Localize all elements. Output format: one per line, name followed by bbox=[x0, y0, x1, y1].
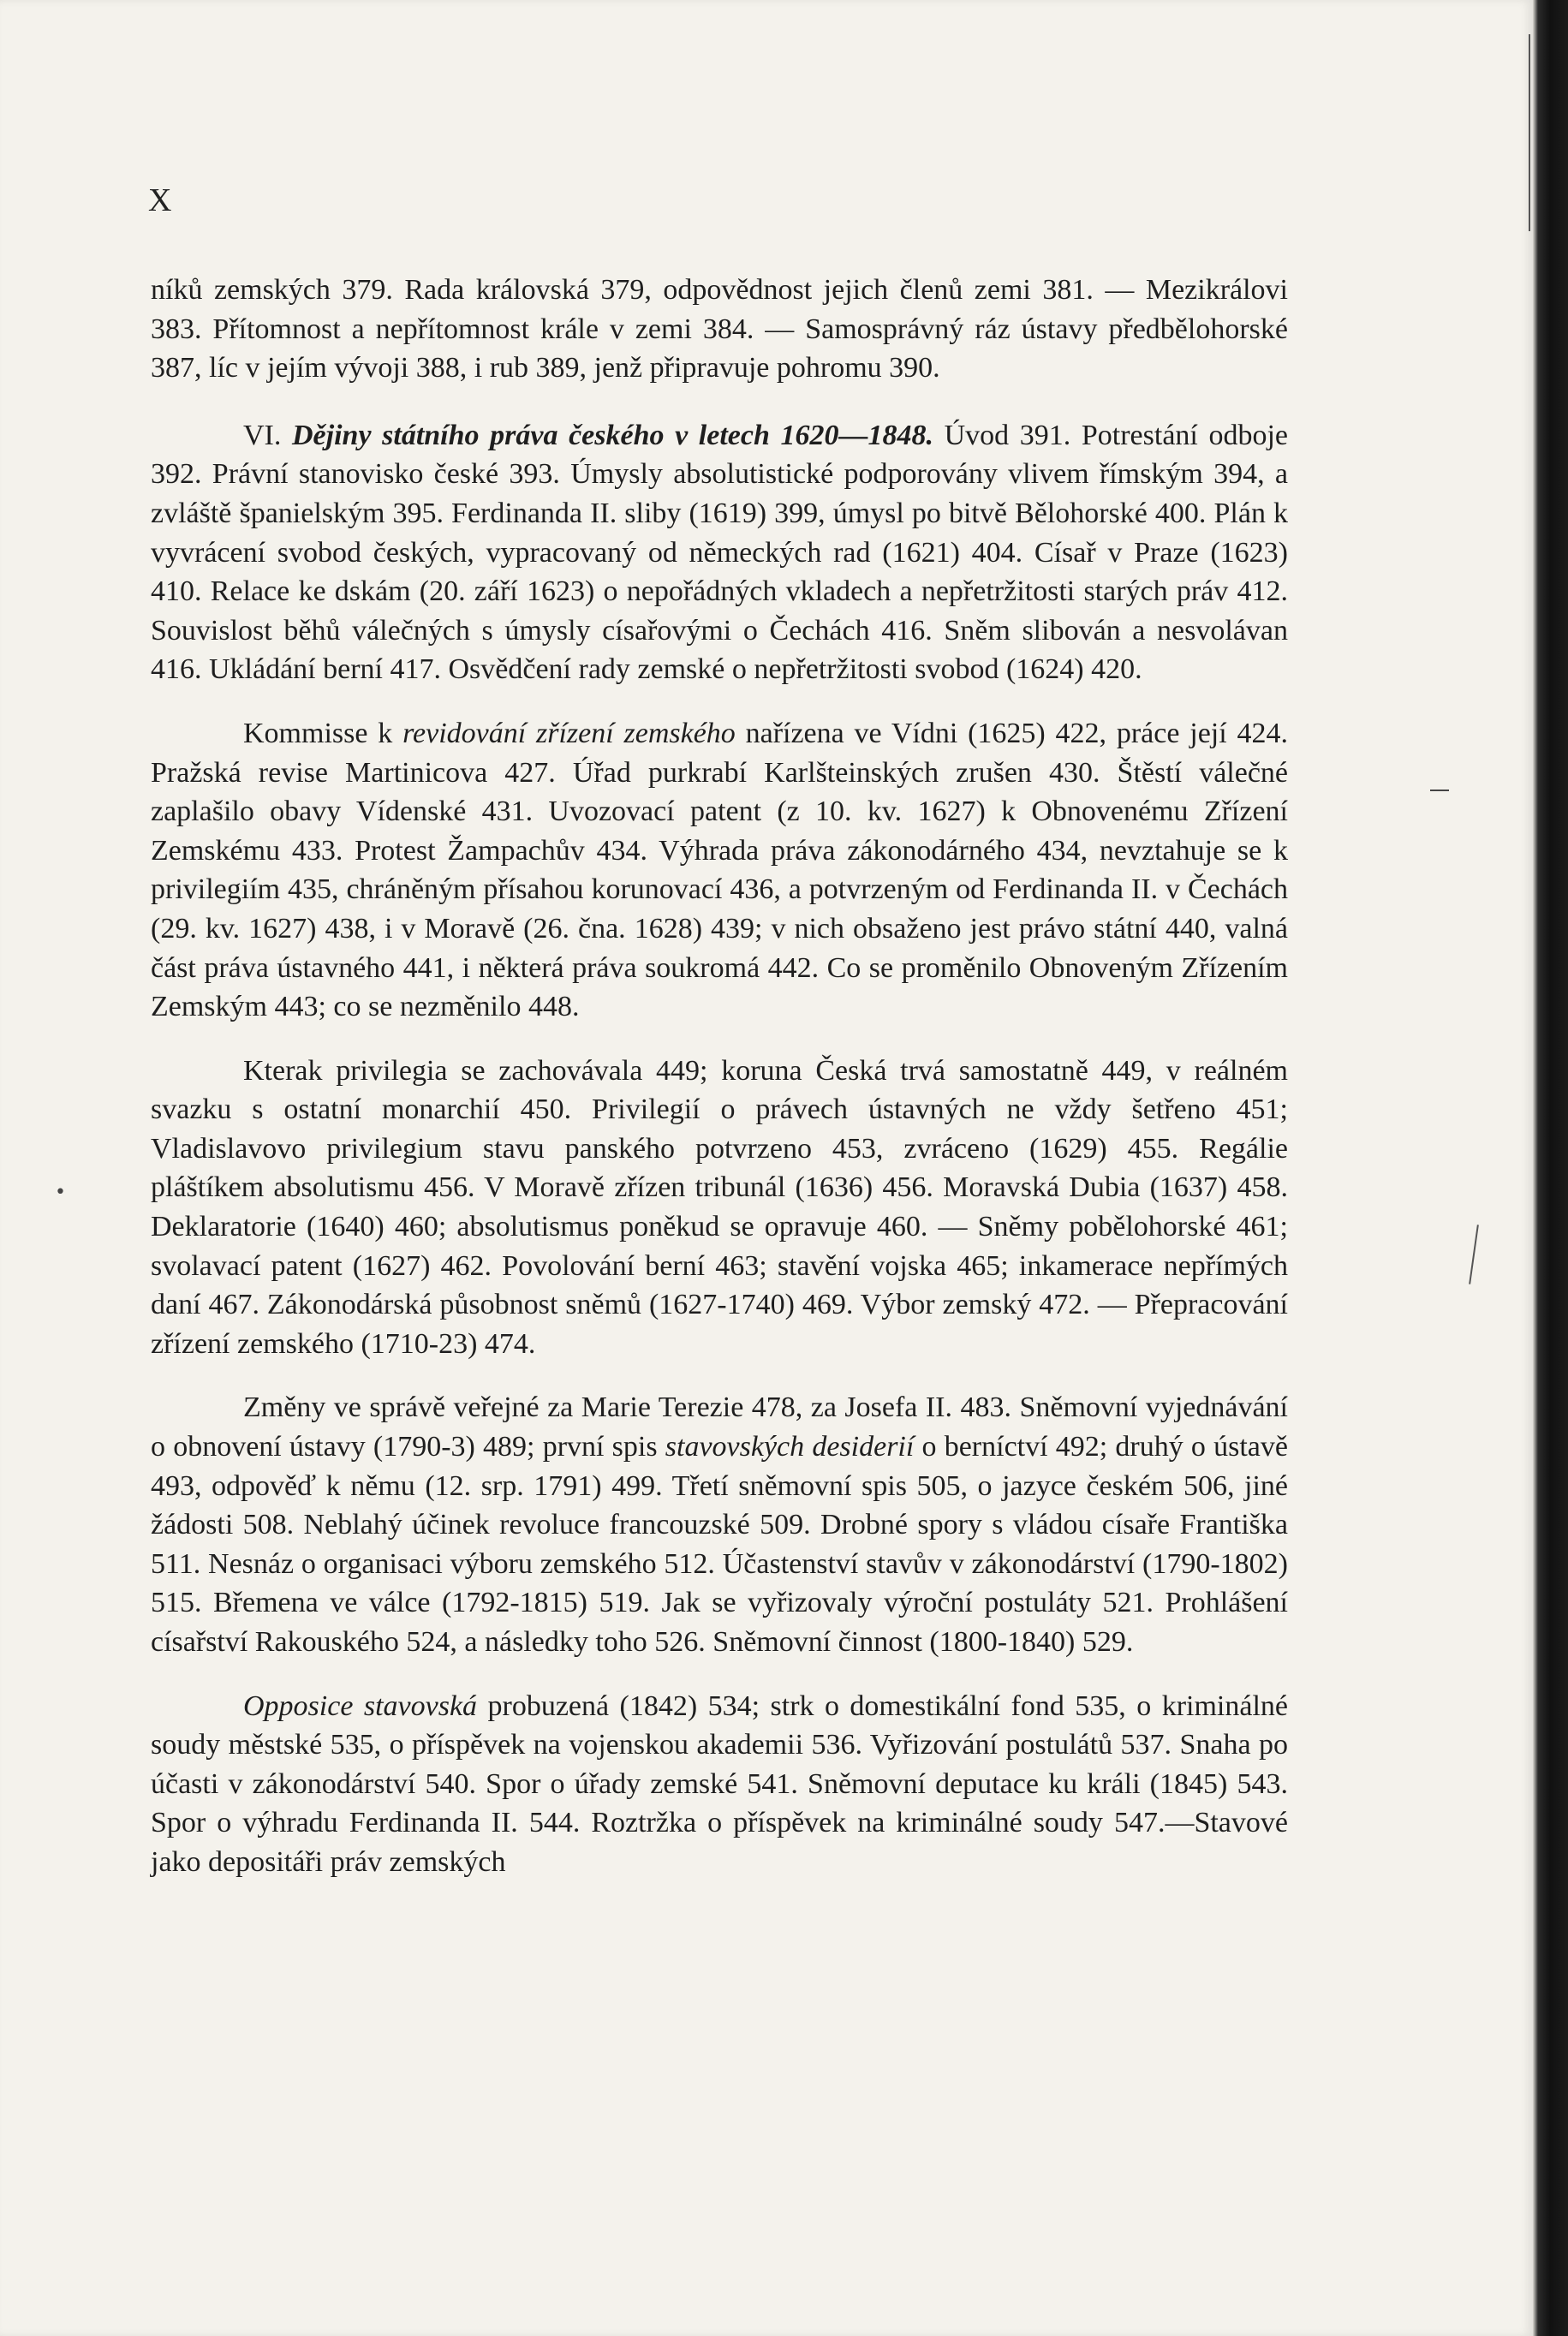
section-title-vi: Dějiny státního práva českého v letech 1620—1848. bbox=[292, 419, 933, 451]
paragraph-1 bbox=[151, 416, 1288, 689]
margin-mark-right-mid bbox=[1469, 1225, 1479, 1284]
paragraph-0 bbox=[151, 271, 1288, 388]
paragraph-4-lead: Změny ve správě veřejné za Marie Terezie 478, za Josefa II. 483. Sněmovní vyjednávání o obnovení ústavy (1790-3) 489; první spis bbox=[151, 1391, 1288, 1463]
margin-dot-left: • bbox=[55, 1182, 66, 1203]
paragraph-2 bbox=[151, 714, 1288, 1027]
paragraph-1-text: Úvod 391. Potrestání odboje 392. Právní stanovisko české 393. Úmysly absolutistické podporovány vlivem římským 394, a zvláště španielským 395. Ferdinanda II. sliby (1619) 399, úmysl po bitvě Bělohorské 400. Plán k vyvrácení svobod českých, vypracovaný od německých rad (1621) 404. Císař v Praze (1623) 410. Relace ke dskám (20. září 1623) o nepořádných vkladech a nepřetržitosti starých práv 412. Souvislost běhů válečných s úmysly císařovými o Čechách 416. Sněm slibován a nesvolávan 416. Ukládání berní 417. Osvědčení rady zemské o nepřetržitosti svobod (1624) 420. bbox=[151, 419, 1288, 686]
paragraph-2-emphasis: revidování zřízení zemského bbox=[402, 717, 736, 749]
paragraph-0-text: níků zemských 379. Rada královská 379, odpovědnost jejich členů zemi 381. — Mezikrálovi 383. Přítomnost a nepřítomnost krále v zemi 384. — Samosprávný ráz ústavy předbělohorské 387, líc v jejím vývoji 388, i rub 389, jenž připravuje pohromu 390. bbox=[151, 274, 1288, 384]
body-text bbox=[151, 271, 1288, 1907]
paragraph-5-text: probuzená (1842) 534; strk o domestikální fond 535, o kriminálné soudy městské 535, o příspěvek na vojenskou akademii 536. Vyřizování postulátů 537. Snaha po účasti v zákonodárství 540. Spor o úřady zemské 541. Sněmovní deputace ku králi (1845) 543. Spor o výhradu Ferdinanda II. 544. Roztržka o příspěvek na kriminálné soudy 547.—Stavové jako depositáři práv zemských bbox=[151, 1689, 1288, 1878]
paragraph-2-lead: Kommisse k bbox=[243, 717, 403, 749]
paragraph-3-text: Kterak privilegia se zachovávala 449; koruna Česká trvá samostatně 449, v reálném svazku s ostatní monarchií 450. Privilegií o právech ústavných ne vždy šetřeno 451; Vladislavovo privilegium stavu panského potvrzeno 453, zvráceno (1629) 455. Regálie pláštíkem absolutismu 456. V Moravě zřízen tribunál (1636) 456. Moravská Dubia (1637) 458. Deklaratorie (1640) 460; absolutismus poněkud se opravuje 460. — Sněmy pobělohorské 461; svolavací patent (1627) 462. Povolování berní 463; stavění vojska 465; inkamerace nepřímých daní 467. Zákonodárská působnost sněmů (1627-1740) 469. Výbor zemský 472. — Přepracování zřízení zemského (1710-23) 474. bbox=[151, 1054, 1288, 1360]
paragraph-1-lead: VI. bbox=[243, 419, 292, 451]
paragraph-2-text: nařízena ve Vídni (1625) 422, práce její 424. Pražská revise Martinicova 427. Úřad purkrabí Karlšteinských zrušen 430. Štěstí válečné zaplašilo obavy Vídenské 431. Uvozovací patent (z 10. kv. 1627) k Obnovenému Zřízení Zemskému 433. Protest Žampachův 434. Výhrada práva zákonodárného 434, nevztahuje se k privilegiím 435, chráněným přísahou korunovací 436, a potvrzeným od Ferdinanda II. v Čechách (29. kv. 1627) 438, i v Moravě (26. čna. 1628) 439; v nich obsaženo jest právo státní 440, valná část práva ústavného 441, i některá práva soukromá 442. Co se proměnilo Obnoveným Zřízením Zemským 443; co se nezměnilo 448. bbox=[151, 717, 1288, 1023]
paragraph-4-text: o berníctví 492; druhý o ústavě 493, odpověď k němu (12. srp. 1791) 499. Třetí sněmovní spis 505, o jazyce českém 506, jiné žádosti 508. Neblahý účinek revoluce francouzské 509. Drobné spory s vládou císaře Františka 511. Nesnáz o organisaci výboru zemského 512. Účastenství stavův v zákonodárství (1790-1802) 515. Břemena ve válce (1792-1815) 519. Jak se vyřizovaly výroční postuláty 521. Prohlášení císařství Rakouského 524, a následky toho 526. Sněmovní činnost (1800-1840) 529. bbox=[151, 1431, 1288, 1658]
paragraph-5 bbox=[151, 1687, 1288, 1882]
paragraph-4 bbox=[151, 1388, 1288, 1661]
paragraph-3 bbox=[151, 1052, 1288, 1364]
scan-edge bbox=[1533, 0, 1568, 2336]
page-header-numeral: X bbox=[148, 182, 173, 218]
margin-dash-right bbox=[1430, 790, 1449, 791]
paragraph-4-emphasis: stavovských desiderií bbox=[665, 1431, 915, 1463]
margin-mark-right-top bbox=[1529, 34, 1530, 231]
paragraph-5-emphasis: Opposice stavovská bbox=[243, 1689, 478, 1722]
